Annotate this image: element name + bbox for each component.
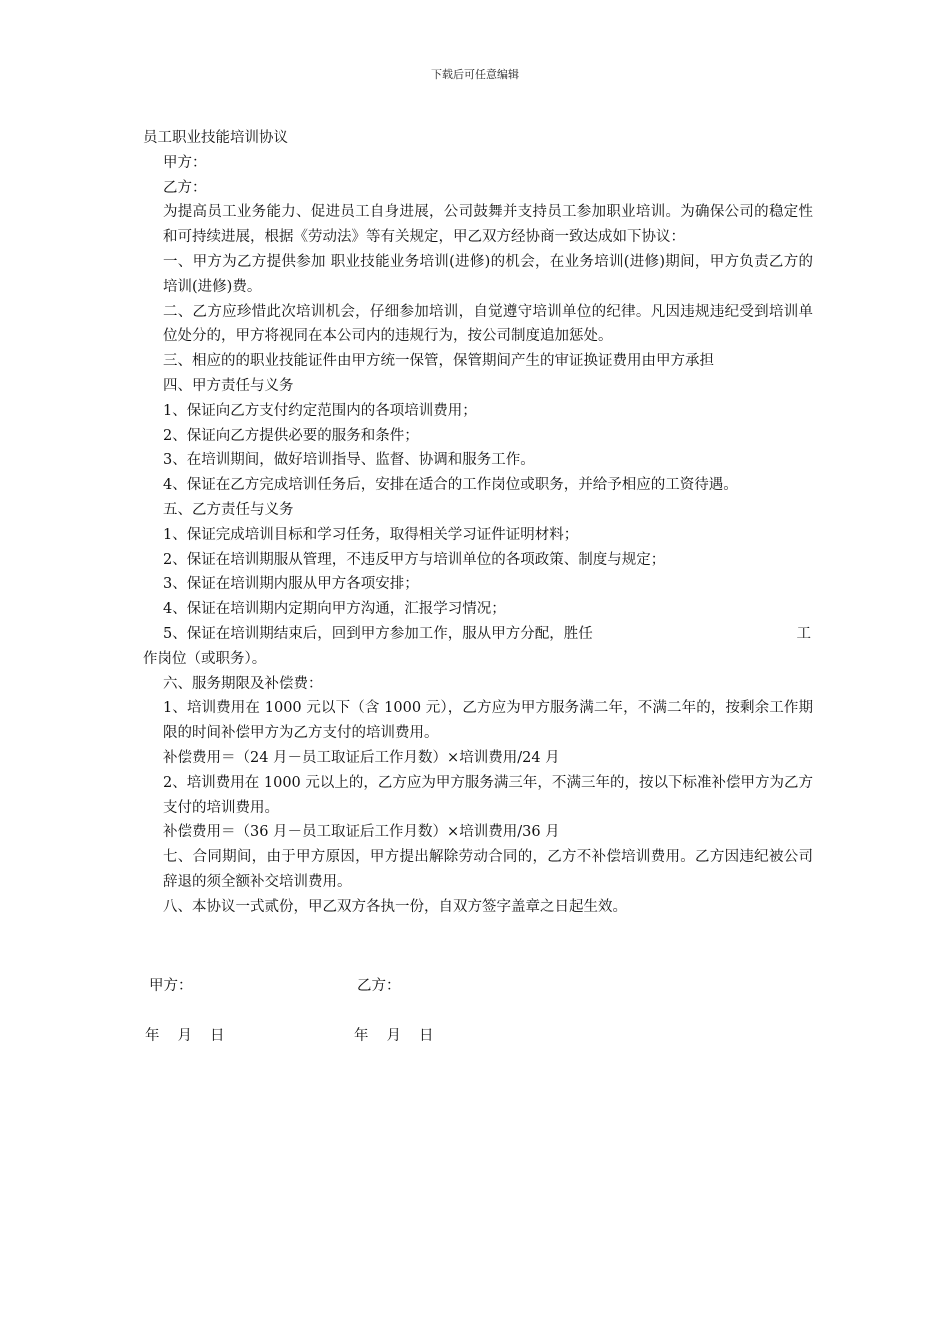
signature-party-b: 乙方：: [357, 978, 401, 994]
date-party-a: [145, 1024, 243, 1045]
intro-paragraph: 为提高员工业务能力、促进员工自身进展，公司鼓舞并支持员工参加职业培训。为确保公司的稳定性和可持续进展，根据《劳动法》等有关规定，甲乙双方经协商一致达成如下协议：: [163, 204, 813, 246]
clause-5-item-5: [143, 622, 813, 647]
page-header: 下载后可任意编辑: [431, 68, 519, 81]
clause-5-item-5-tail: 工: [796, 625, 811, 642]
clause-2: 二、乙方应珍惜此次培训机会，仔细参加培训，自觉遵守培训单位的纪律。凡因违规违纪受到培训单位处分的，甲方将视同在本公司内的违规行为，按公司制度追加惩处。: [163, 303, 813, 345]
date-year: 年: [354, 1028, 369, 1044]
date-month: 月: [386, 1028, 401, 1044]
party-b-label: 乙方：: [163, 179, 207, 196]
party-a-label: 甲方：: [163, 154, 207, 171]
document-body: [143, 126, 813, 920]
clause-5-item-5-continued: 作岗位（或职务）。: [143, 650, 267, 667]
clause-6-paragraph-1: 1、培训费用在 1000 元以下（含 1000 元），乙方应为甲方服务满二年，不满二年的，按剩余工作期限的时间补偿甲方为乙方支付的培训费用。: [163, 700, 813, 742]
clause-4-item: 3、在培训期间，做好培训指导、监督、协调和服务工作。: [163, 452, 535, 469]
date-day: 日: [210, 1028, 225, 1044]
clause-3: 三、相应的的职业技能证件由甲方统一保管，保管期间产生的审证换证费用由甲方承担: [163, 353, 714, 370]
clause-6-title: 六、服务期限及补偿费：: [163, 675, 323, 692]
document-title: 员工职业技能培训协议: [143, 130, 288, 146]
signature-party-a: 甲方：: [149, 978, 193, 994]
date-day: 日: [419, 1028, 434, 1044]
clause-5-title: 五、乙方责任与义务: [163, 501, 294, 518]
clause-4-item: 1、保证向乙方支付约定范围内的各项培训费用；: [163, 402, 477, 419]
clause-1: 一、甲方为乙方提供参加 职业技能业务培训(进修)的机会，在业务培训(进修)期间，甲方负责乙方的培训(进修)费。: [163, 253, 813, 295]
date-year: 年: [145, 1028, 160, 1044]
clause-8: 八、本协议一式贰份，甲乙双方各执一份，自双方签字盖章之日起生效。: [163, 898, 627, 915]
clause-5-item: 4、保证在培训期内定期向甲方沟通，汇报学习情况；: [163, 601, 506, 618]
clause-5-item: 1、保证完成培训目标和学习任务，取得相关学习证件证明材料；: [163, 526, 579, 543]
clause-6-formula-2: 补偿费用＝（36 月－员工取证后工作月数）×培训费用/36 月: [163, 824, 560, 841]
clause-5-item: 3、保证在培训期内服从甲方各项安排；: [163, 576, 419, 593]
clause-6-paragraph-2: 2、培训费用在 1000 元以上的，乙方应为甲方服务满三年，不满三年的，按以下标准补偿甲方为乙方支付的培训费用。: [163, 774, 813, 816]
clause-4-title: 四、甲方责任与义务: [163, 377, 294, 394]
clause-4-item: 2、保证向乙方提供必要的服务和条件；: [163, 427, 419, 444]
clause-4-item: 4、保证在乙方完成培训任务后，安排在适合的工作岗位或职务，并给予相应的工资待遇。: [163, 477, 738, 494]
clause-5-item: 2、保证在培训期服从管理，不违反甲方与培训单位的各项政策、制度与规定；: [163, 551, 666, 568]
clause-6-formula-1: 补偿费用＝（24 月－员工取证后工作月数）×培训费用/24 月: [163, 749, 560, 766]
clause-5-item-5-text: 5、保证在培训期结束后，回到甲方参加工作，服从甲方分配，胜任: [163, 625, 593, 642]
clause-7: 七、合同期间，由于甲方原因，甲方提出解除劳动合同的，乙方不补偿培训费用。乙方因违纪被公司辞退的须全额补交培训费用。: [163, 849, 813, 890]
date-month: 月: [177, 1028, 192, 1044]
date-party-b: [354, 1024, 452, 1045]
